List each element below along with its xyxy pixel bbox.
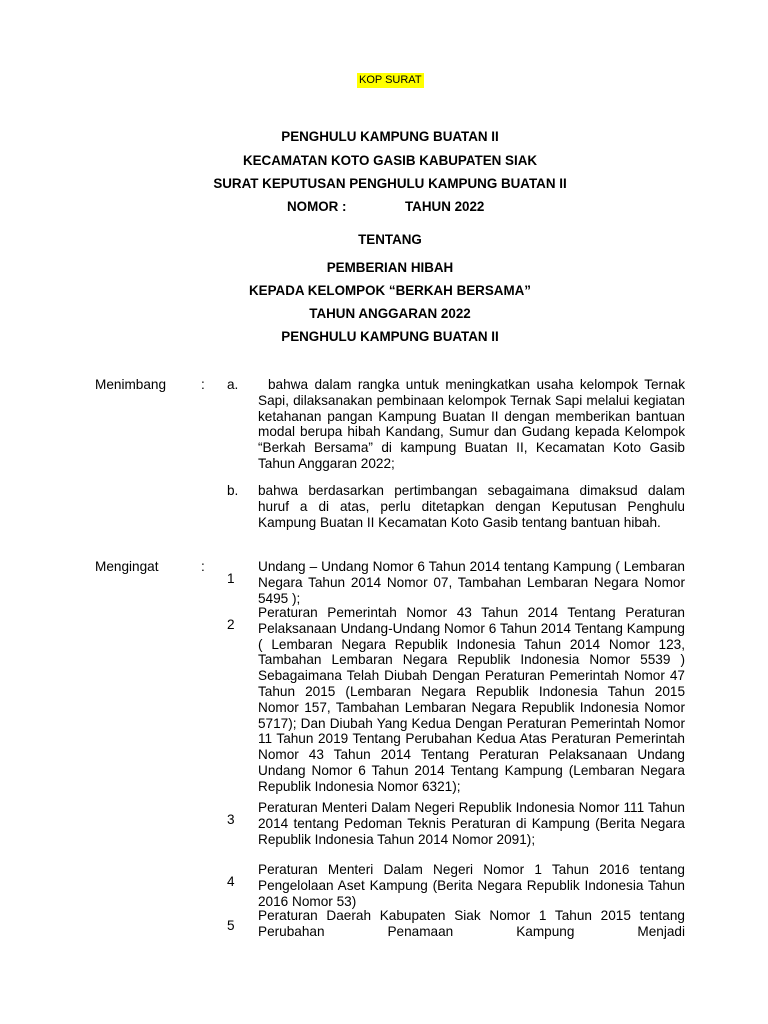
menimbang-item-b: bahwa berdasarkan pertimbangan sebagaimana dimaksud dalam huruf a di atas, perlu ditetapkan dengan Keputusan Penghulu Kampung Buatan II Kecamatan Koto Gasib tentang bantuan hibah. [258,483,685,530]
mengingat-colon: : [201,559,205,574]
kop-surat-placeholder: KOP SURAT [359,74,422,86]
mengingat-marker-1: 1 [227,571,235,586]
mengingat-label: Mengingat [95,559,159,574]
subject-line-1: PEMBERIAN HIBAH [326,260,454,275]
mengingat-marker-3: 3 [227,812,235,827]
subject-line-2: KEPADA KELOMPOK “BERKAH BERSAMA” [249,283,531,298]
header-line-2: KECAMATAN KOTO GASIB KABUPATEN SIAK [242,153,538,168]
mengingat-item-3: Peraturan Menteri Dalam Negeri Republik Indonesia Nomor 111 Tahun 2014 tentang Pedoman Teknis Peraturan di Kampung (Berita Negara Republik Indonesia Tahun 2014 Nomor 2091); [258,800,685,847]
mengingat-item-4: Peraturan Menteri Dalam Negeri Nomor 1 Tahun 2016 tentang Pengelolaan Aset Kampung (Berita Negara Republik Indonesia Tahun 2016 Nomor 53) [258,862,685,909]
menimbang-item-a: bahwa dalam rangka untuk meningkatkan usaha kelompok Ternak Sapi, dilaksanakan pembinaan kelompok Ternak Sapi melalui kegiatan ketahanan pangan Kampung Buatan II dengan memberikan bantuan modal berupa hibah Kandang, Sumur dan Gudang kepada Kelompok “Berkah Bersama” di kampung Buatan II, Kecamatan Koto Gasib Tahun Anggaran 2022; [258,377,685,471]
subject-line-4: PENGHULU KAMPUNG BUATAN II [281,329,499,344]
mengingat-item-1: Undang – Undang Nomor 6 Tahun 2014 tentang Kampung ( Lembaran Negara Tahun 2014 Nomor 07, Tambahan Lembaran Negara Nomor 5495 ); [258,559,685,606]
menimbang-label: Menimbang [95,377,167,392]
header-line-3: SURAT KEPUTUSAN PENGHULU KAMPUNG BUATAN II [213,176,567,191]
menimbang-marker-b: b. [227,483,239,498]
mengingat-item-2: Peraturan Pemerintah Nomor 43 Tahun 2014 Tentang Peraturan Pelaksanaan Undang-Undang Nomor 6 Tahun 2014 Tentang Kampung ( Lembaran Negara Republik Indonesia Tahun 2014 Nomor 123, Tambahan Lembaran Negara Republik Indonesia Nomor 5539 ) Sebagaimana Telah Diubah Dengan Peraturan Pemerintah Nomor 47 Tahun 2015 (Lembaran Negara Republik Indonesia Tahun 2015 Nomor 157, Tambahan Lembaran Negara Republik Indonesia Nomor 5717); Dan Diubah Yang Kedua Dengan Peraturan Pemerintah Nomor 11 Tahun 2019 Tentang Perubahan Kedua Atas Peraturan Pemerintah Nomor 43 Tahun 2014 Tentang Peraturan Pelaksanaan Undang Undang Nomor 6 Tahun 2014 Tentang Kampung (Lembaran Negara Republik Indonesia Nomor 6321); [258,605,685,794]
subject-line-3: TAHUN ANGGARAN 2022 [309,306,471,321]
menimbang-colon: : [201,377,205,392]
tentang-heading: TENTANG [358,232,422,247]
mengingat-marker-2: 2 [227,617,235,632]
header-line-1: PENGHULU KAMPUNG BUATAN II [281,129,499,144]
nomor-label: NOMOR : [287,199,347,214]
tahun-label: TAHUN 2022 [405,199,485,214]
mengingat-item-5: Peraturan Daerah Kabupaten Siak Nomor 1 Tahun 2015 tentang Perubahan Penamaan Kampung Menjadi [258,908,685,939]
mengingat-marker-5: 5 [227,918,235,933]
mengingat-marker-4: 4 [227,874,235,889]
menimbang-marker-a: a. [227,377,239,392]
